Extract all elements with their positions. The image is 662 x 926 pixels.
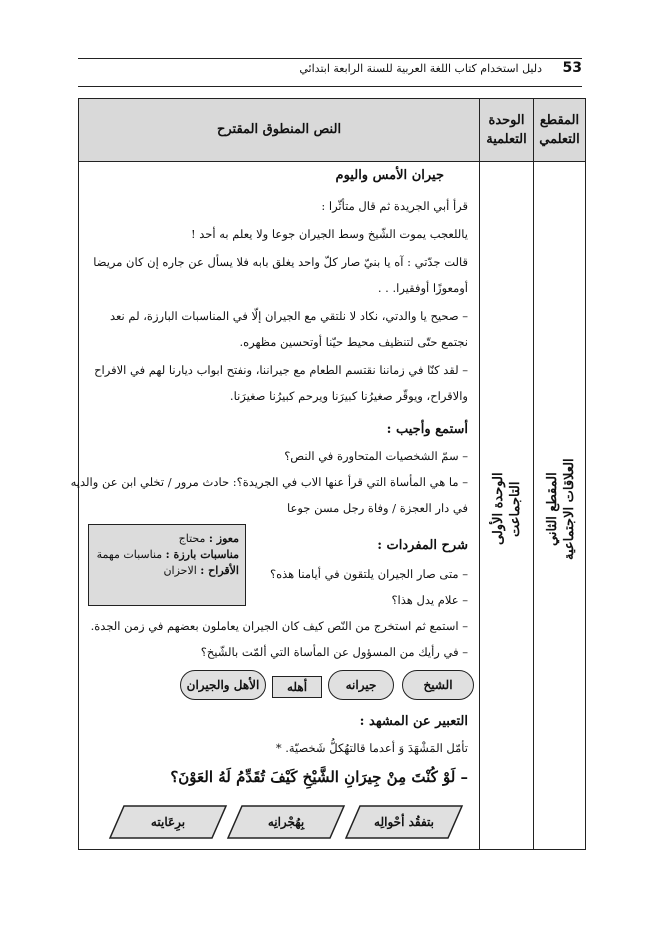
- head-unit: الوحدة التعلمية: [486, 112, 527, 147]
- expression-question: – لَوْ كُنْتَ مِنْ جِيرَانِ الشَّيْخِ كَيْفَ تُقَدِّمُ لَهُ العَوْنَ؟: [170, 768, 468, 786]
- listen-heading: أستمع وأجيب :: [386, 422, 468, 437]
- answer-abandon: [226, 804, 346, 840]
- unit-label: الوحدة الأولى التاجماعت: [491, 472, 523, 546]
- vocab-entry: الأقراح : الاحزان: [163, 563, 239, 577]
- listen-line: – سمّ الشخصيات المتحاورة في النص؟: [284, 449, 468, 463]
- answer-label: بتفقُد أحْوالِه: [374, 815, 434, 829]
- text-line: قرأ أبي الجريدة ثم قال متأثّرا :: [321, 199, 468, 213]
- header-top-line: [78, 58, 582, 59]
- option-family-and-neighbors: الأهل والجيران: [180, 670, 266, 700]
- vocab-entry: معوز : محتاج: [178, 532, 239, 545]
- expression-heading: التعبير عن المشهد :: [359, 714, 468, 729]
- text-line: – صحيح يا والدتي، نكاد لا نلتقي مع الجيران إلّا في المناسبات البارزة، لم نعد: [109, 309, 468, 323]
- option-family: أهله: [272, 676, 322, 698]
- page-number: 53: [562, 60, 582, 76]
- listen-line: – ما هي المأساة التي قرأ عنها الاب في الجريدة؟: حادث مرور / تخلي ابن عن والديه: [70, 475, 468, 489]
- answer-label: برِعَايته: [150, 815, 186, 829]
- text-line: نجتمع حتّى لتنظيف محيط حيّنا أوتحسين مظهره.: [239, 335, 468, 349]
- header-rule: [78, 86, 582, 87]
- answer-label: بِهُجْرانِه: [267, 815, 305, 829]
- option-neighbors: جيرانه: [328, 670, 394, 700]
- text-line: – لقد كنّا في زماننا نقتسم الطعام مع جيراننا، ونفتح ابواب ديارنا لهم في الافراح: [94, 363, 468, 377]
- column-divider: [533, 99, 534, 849]
- listen-line: في دار العجزة / وفاة رجل مسن جوعا: [287, 501, 468, 515]
- header-title: دليل استخدام كتاب اللغة العربية للسنة الرابعة ابتدائي: [299, 62, 542, 75]
- page-header: [78, 60, 582, 84]
- text-title: جيران الأمس واليوم: [335, 168, 444, 183]
- answer-check: [344, 804, 464, 840]
- answer-care: [108, 804, 228, 840]
- text-line: والاقراح، ويوقّر صغيرُنا كبيرَنا ويرحم كبيرُنا صغيرَنا.: [229, 389, 468, 403]
- text-line: قالت جدّتي : آه يا بنيّ صار كلّ واحد يغلق بابه فلا يسأل عن جاره إن كان مريضا: [93, 255, 468, 269]
- text-line: ياللعجب يموت الشّيخ وسط الجيران جوعا ولا يعلم به أحد !: [190, 227, 468, 241]
- vocab-box: [88, 524, 246, 606]
- expression-line: تأمّل المَشْهَدَ وَ أعدما قالتهُكلُّ شَخصيّة. *: [275, 741, 468, 755]
- vocab-line: – استمع ثم استخرج من النّص كيف كان الجيران يعاملون بعضهم في زمن الجدة.: [90, 619, 468, 633]
- vocab-line: – متى صار الجيران يلتقون في أيامنا هذه؟: [270, 567, 468, 581]
- vocab-heading: شرح المفردات :: [377, 538, 468, 553]
- head-text: النص المنطوق المقترح: [216, 122, 342, 138]
- vocab-entry: مناسبات بارزة : مناسبات مهمة: [96, 547, 239, 561]
- vocab-line: – في رأيك من المسؤول عن المأساة التي ألمّت بالشّيخ؟: [200, 645, 468, 659]
- head-segment: المقطع التعلمي: [539, 112, 580, 147]
- option-sheikh: الشيخ: [402, 670, 474, 700]
- segment-label: المقطع الثاني العلاقات الاجتماعية: [545, 458, 577, 560]
- vocab-line: – علام يدل هذا؟: [391, 593, 468, 607]
- column-divider: [479, 99, 480, 849]
- text-line: أومعوزًا أوفقيرا. . .: [377, 281, 468, 295]
